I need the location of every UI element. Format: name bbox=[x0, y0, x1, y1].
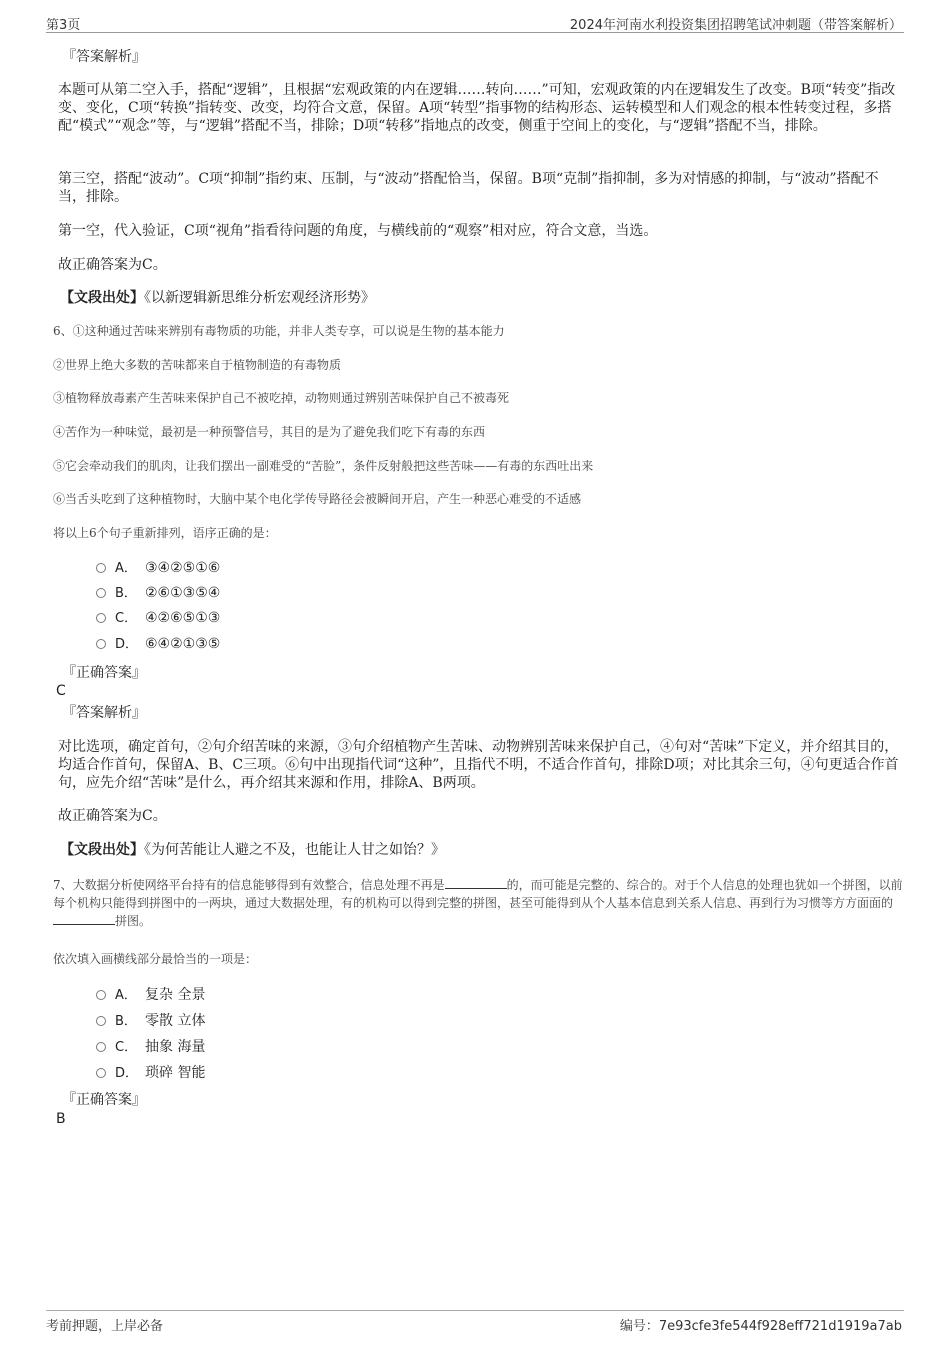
q6-option-b[interactable]: B． ②⑥①③⑤④ bbox=[96, 583, 220, 603]
blank-line bbox=[445, 876, 507, 889]
q6-option-a[interactable]: A． ③④②⑤①⑥ bbox=[96, 558, 220, 578]
q6-sentence-5: ⑤它会牵动我们的肌肉，让我们摆出一副难受的“苦脸”，条件反射般把这些苦味——有毒的东西吐出来 bbox=[53, 459, 594, 473]
q6-analysis: 对比选项，确定首句，②句介绍苦味的来源，③句介绍植物产生苦味、动物辨别苦味来保护自己，④句对“苦味”下定义，并介绍其目的，均适合作首句，保留A、B、C三项。⑥句中出现指代词“这种”，且指代不明，不适合作首句，排除D项；对比其余三句，④句更适合作首句，应先介绍“苦味”是什么，再介绍其来源和作用，排除A、B两项。 bbox=[58, 739, 899, 791]
footer-slogan: 考前押题，上岸必备 bbox=[46, 1319, 164, 1334]
radio-icon[interactable] bbox=[96, 1016, 106, 1026]
q6-sentence-1: 6、①这种通过苦味来辨别有毒物质的功能，并非人类专享，可以说是生物的基本能力 bbox=[53, 324, 505, 338]
radio-icon[interactable] bbox=[96, 588, 106, 598]
q5-analysis-p2: 第三空，搭配“波动”。C项“抑制”指约束、压制，与“波动”搭配恰当，保留。B项“克制”指抑制，多为对情感的抑制，与“波动”搭配不当，排除。 bbox=[58, 171, 879, 205]
radio-icon[interactable] bbox=[96, 613, 106, 623]
document-id: 编号：7e93cfe3fe544f928eff721d1919a7ab bbox=[619, 1319, 902, 1334]
q7-stem: 7、大数据分析使网络平台持有的信息能够得到有效整合，信息处理不再是 的，而可能是完整的、综合的。对于个人信息的处理也犹如一个拼图，以前每个机构只能得到拼图中的一两块，通过大数据处理，有的机构可以得到完整的拼图，甚至可能得到从个人基本信息到关系人信息、再到行为习惯等方方面面的拼图。 bbox=[53, 878, 903, 928]
q6-answer-label: 『正确答案』 bbox=[62, 665, 146, 681]
q7-option-c[interactable]: C． 抽象 海量 bbox=[96, 1037, 205, 1057]
page-header bbox=[46, 12, 904, 33]
q7-option-d[interactable]: D． 琐碎 智能 bbox=[96, 1063, 205, 1083]
q7-answer: B bbox=[56, 1111, 66, 1127]
q6-option-c[interactable]: C． ④②⑥⑤①③ bbox=[96, 608, 220, 628]
q6-sentence-4: ④苦作为一种味觉，最初是一种预警信号，其目的是为了避免我们吃下有毒的东西 bbox=[53, 425, 486, 439]
q6-option-d[interactable]: D． ⑥④②①③⑤ bbox=[96, 634, 220, 654]
q7-answer-label: 『正确答案』 bbox=[62, 1092, 146, 1108]
radio-icon[interactable] bbox=[96, 563, 106, 573]
q5-conclusion: 故正确答案为C。 bbox=[58, 257, 167, 273]
q5-analysis-p3: 第一空，代入验证，C项“视角”指看待问题的角度，与横线前的“观察”相对应，符合文意，当选。 bbox=[58, 223, 658, 239]
q6-answer: C bbox=[56, 683, 66, 699]
q6-sentence-6: ⑥当舌头吃到了这种植物时，大脑中某个电化学传导路径会被瞬间开启，产生一种恶心难受的不适感 bbox=[53, 492, 582, 506]
radio-icon[interactable] bbox=[96, 1042, 106, 1052]
q6-source-text: 《为何苦能让人避之不及，也能让人甘之如饴？》 bbox=[144, 842, 445, 858]
q6-source bbox=[60, 841, 445, 859]
blank-line bbox=[53, 912, 115, 925]
q7-prompt: 依次填入画横线部分最恰当的一项是： bbox=[53, 952, 258, 966]
q5-source bbox=[60, 289, 375, 307]
page-footer bbox=[46, 1310, 904, 1335]
q7-option-a[interactable]: A． 复杂 全景 bbox=[96, 985, 205, 1005]
page-number: 第3页 bbox=[46, 18, 81, 33]
q6-source-label: 【文段出处】 bbox=[60, 842, 144, 858]
q6-conclusion: 故正确答案为C。 bbox=[58, 808, 167, 824]
q6-analysis-label: 『答案解析』 bbox=[62, 705, 146, 721]
q6-sentence-3: ③植物释放毒素产生苦味来保护自己不被吃掉，动物则通过辨别苦味保护自己不被毒死 bbox=[53, 391, 510, 405]
radio-icon[interactable] bbox=[96, 639, 106, 649]
q6-prompt: 将以上6个句子重新排列，语序正确的是： bbox=[53, 526, 277, 540]
q5-analysis-label: 『答案解析』 bbox=[62, 49, 146, 65]
q6-sentence-2: ②世界上绝大多数的苦味都来自于植物制造的有毒物质 bbox=[53, 358, 342, 372]
q5-analysis-p1: 本题可从第二空入手，搭配“逻辑”，且根据“宏观政策的内在逻辑……转向……”可知，宏观政策的内在逻辑发生了改变。B项“转变”指改变、变化，C项“转换”指转变、改变，均符合文意，保留。A项“转型”指事物的结构形态、运转模型和人们观念的根本性转变过程，多搭配“模式”“观念”等，与“逻辑”搭配不当，排除；D项“转移”指地点的改变，侧重于空间上的变化，与“逻辑”搭配不当，排除。 bbox=[58, 82, 896, 134]
q7-option-b[interactable]: B． 零散 立体 bbox=[96, 1011, 205, 1031]
q5-source-text: 《以新逻辑新思维分析宏观经济形势》 bbox=[144, 290, 375, 306]
document-title: 2024年河南水利投资集团招聘笔试冲刺题（带答案解析） bbox=[569, 18, 902, 33]
radio-icon[interactable] bbox=[96, 1068, 106, 1078]
radio-icon[interactable] bbox=[96, 990, 106, 1000]
q5-source-label: 【文段出处】 bbox=[60, 290, 144, 306]
